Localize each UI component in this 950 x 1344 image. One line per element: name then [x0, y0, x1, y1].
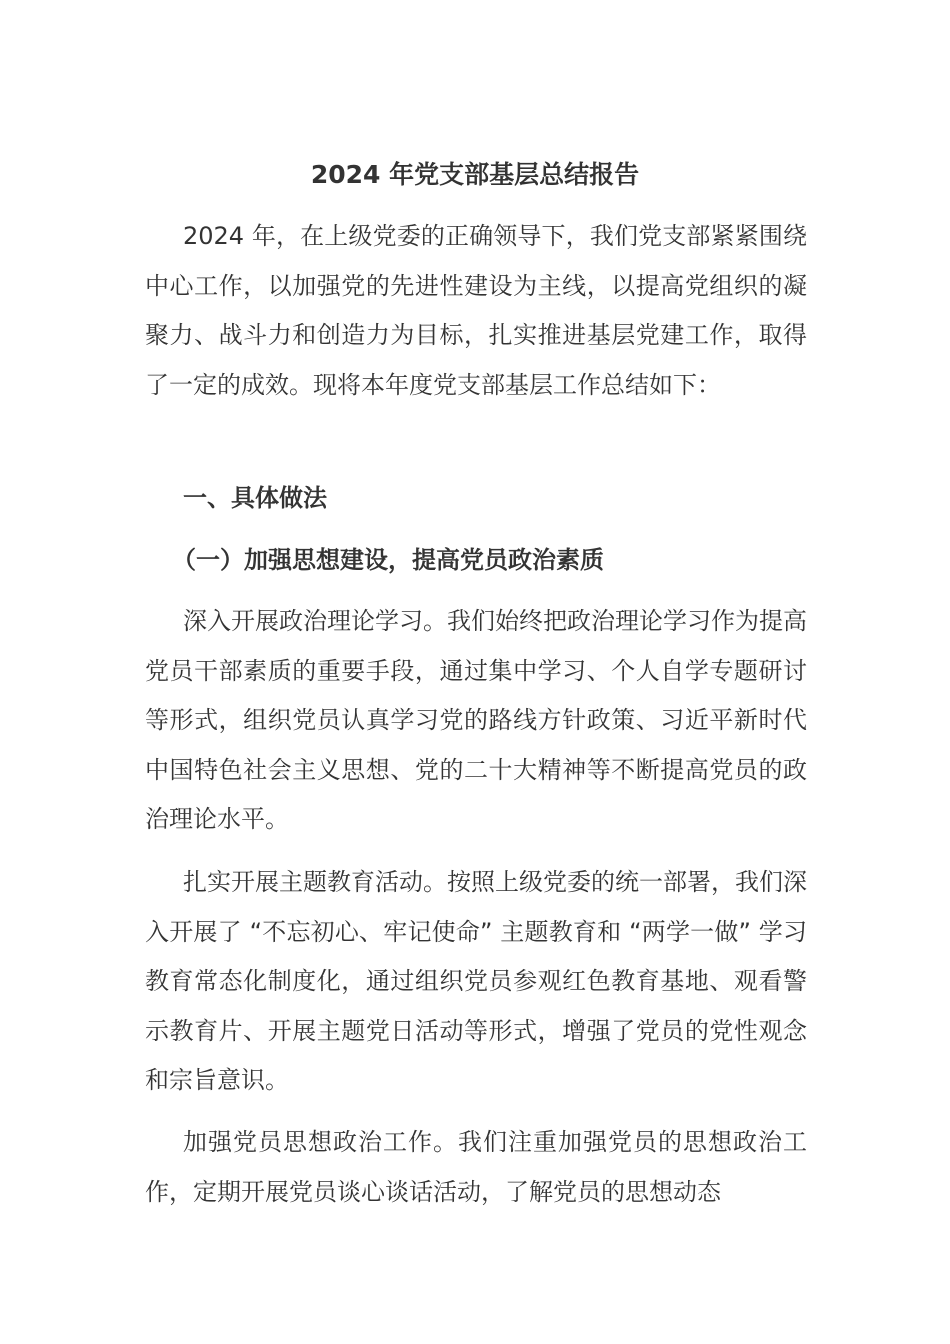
body-paragraph-2: 扎实开展主题教育活动。按照上级党委的统一部署，我们深入开展了 “不忘初心、牢记使命” 主题教育和 “两学一做” 学习教育常态化制度化，通过组织党员参观红色教育基地、观看警示教育片、开展主题党日活动等形式，增强了党员的党性观念和宗旨意识。 [145, 868, 807, 1094]
document-title: 2024 年党支部基层总结报告 [310, 160, 640, 189]
intro-paragraph: 2024 年，在上级党委的正确领导下，我们党支部紧紧围绕中心工作，以加强党的先进性建设为主线，以提高党组织的凝聚力、战斗力和创造力为目标，扎实推进基层党建工作，取得了一定的成效。现将本年度党支部基层工作总结如下： [145, 222, 807, 399]
subsection-heading: （一）加强思想建设，提高党员政治素质 [172, 546, 604, 574]
body-paragraph-1: 深入开展政治理论学习。我们始终把政治理论学习作为提高党员干部素质的重要手段，通过集中学习、个人自学专题研讨等形式，组织党员认真学习党的路线方针政策、习近平新时代中国特色社会主义思想、党的二十大精神等不断提高党员的政治理论水平。 [145, 607, 807, 833]
body-paragraph-3: 加强党员思想政治工作。我们注重加强党员的思想政治工作，定期开展党员谈心谈话活动，了解党员的思想动态 [145, 1128, 807, 1206]
section-heading: 一、具体做法 [183, 484, 327, 512]
